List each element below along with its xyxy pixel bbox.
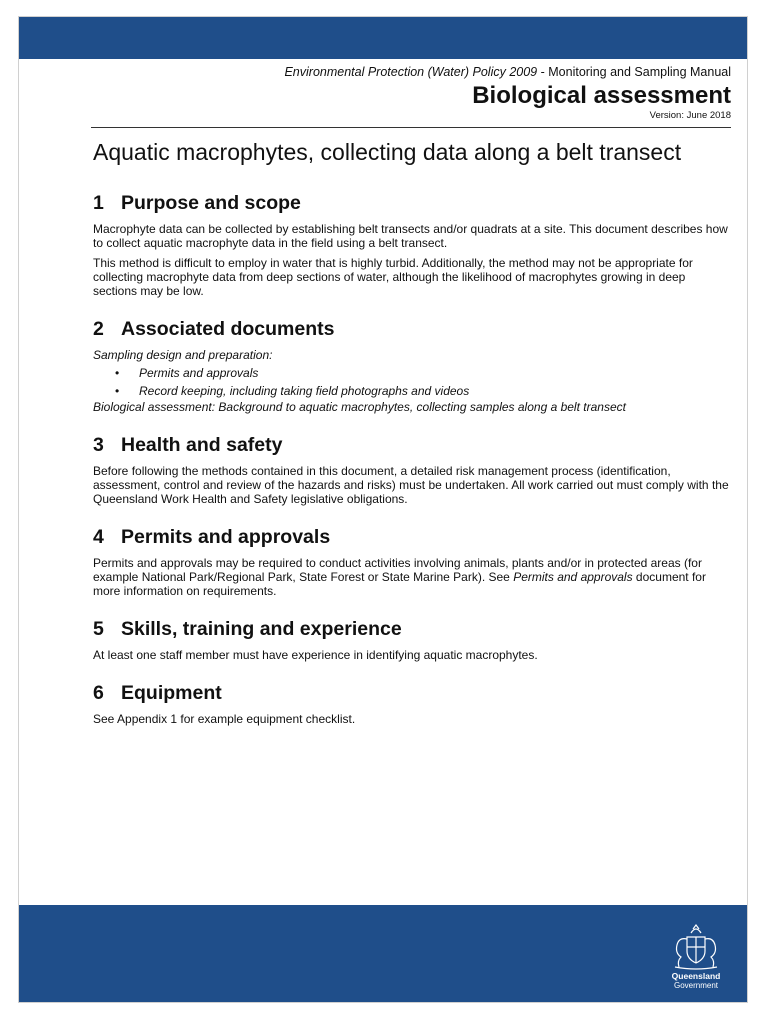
- section-title: Skills, training and experience: [121, 618, 402, 640]
- section-number: 2: [93, 318, 104, 340]
- list-item: • Record keeping, including taking field photographs and videos: [93, 382, 731, 400]
- section-heading: [93, 434, 731, 456]
- series-title: Biological assessment: [472, 82, 731, 109]
- section-skills: [93, 618, 731, 662]
- document-body: [93, 139, 731, 746]
- section-number: 6: [93, 682, 104, 704]
- header-band: [19, 17, 747, 59]
- version-label: Version: June 2018: [649, 110, 731, 121]
- section-title: Health and safety: [121, 434, 283, 456]
- section-title: Permits and approvals: [121, 526, 331, 548]
- section-number: 1: [93, 192, 104, 214]
- section-purpose: [93, 192, 731, 298]
- section-equipment: [93, 682, 731, 726]
- section-title: Associated documents: [121, 318, 335, 340]
- document-reference: Permits and approvals: [513, 570, 633, 584]
- section-heading: [93, 526, 731, 548]
- coat-of-arms-icon: [667, 923, 725, 971]
- section-number: 3: [93, 434, 104, 456]
- section-number: 5: [93, 618, 104, 640]
- document-title: Aquatic macrophytes, collecting data along a belt transect: [93, 139, 682, 165]
- section-health-safety: [93, 434, 731, 506]
- logo-text-government: Government: [673, 981, 719, 990]
- paragraph: Macrophyte data can be collected by establishing belt transects and/or quadrats at a site. This document describes how to collect aquatic macrophyte data in the field using a belt transect.: [93, 222, 728, 250]
- section-title: Equipment: [121, 682, 222, 704]
- footer-band: [19, 905, 747, 1002]
- logo-text-queensland: Queensland: [671, 971, 721, 981]
- document-list: [93, 364, 731, 400]
- section-number: 4: [93, 526, 104, 548]
- paragraph: At least one staff member must have experience in identifying aquatic macrophytes.: [93, 648, 538, 662]
- list-item: • Permits and approvals: [93, 364, 731, 382]
- paragraph: This method is difficult to employ in water that is highly turbid. Additionally, the method may not be appropriate for collecting macrophyte data from deep sections of water, although the likelihood of macrophytes growing in deep sections may be low.: [93, 256, 693, 298]
- manual-suffix: - Monitoring and Sampling Manual: [537, 65, 731, 79]
- section-heading: [93, 618, 731, 640]
- manual-name: [284, 65, 731, 79]
- paragraph: Biological assessment: Background to aquatic macrophytes, collecting samples along a belt transect: [93, 400, 626, 414]
- paragraph: [93, 556, 731, 598]
- section-heading: [93, 682, 731, 704]
- paragraph: See Appendix 1 for example equipment checklist.: [93, 712, 356, 726]
- paragraph: Sampling design and preparation:: [93, 348, 273, 362]
- policy-name: Environmental Protection (Water) Policy 2009: [284, 65, 538, 79]
- text-run: Permits and approvals may be required to conduct activities involving animals, plants and/or in protected areas (for example National Park/Regional Park, State Forest or State Marine Park). See: [93, 556, 702, 584]
- document-header: [284, 65, 731, 121]
- paragraph: Before following the methods contained in this document, a detailed risk management process (identification, assessment, control and review of the hazards and risks) must be undertaken. All work carried out must comply with the Queensland Work Health and Safety legislative obligations.: [93, 464, 729, 506]
- section-heading: [93, 318, 731, 340]
- section-permits: [93, 526, 731, 598]
- section-heading: [93, 192, 731, 214]
- section-title: Purpose and scope: [121, 192, 301, 214]
- queensland-government-logo: [665, 923, 727, 990]
- document-page: [18, 16, 748, 1003]
- header-divider: [91, 127, 731, 128]
- text-run: document for more information on requirements.: [93, 570, 706, 598]
- section-associated-documents: [93, 318, 731, 414]
